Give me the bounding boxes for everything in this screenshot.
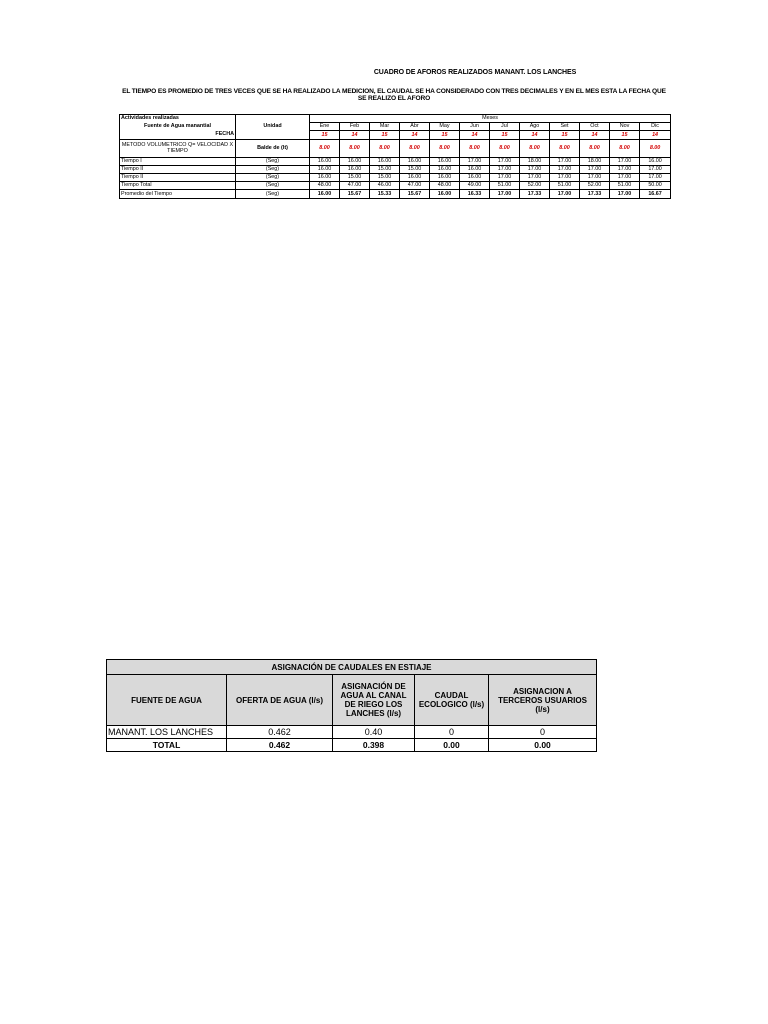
aforo-data-rows: [120, 157, 671, 198]
time-cell: 17.00: [640, 165, 671, 173]
time-cell: 46.00: [370, 182, 400, 190]
document-note: EL TIEMPO ES PROMEDIO DE TRES VECES QUE SE HA REALIZADO LA MEDICION, EL CAUDAL SE HA CONSIDERADO CON TRES DECIMALES Y EN EL MES ESTA LA FECHA QUE SE REALIZO EL AFORO: [122, 88, 666, 102]
time-cell: 16.00: [340, 157, 370, 165]
total-canal: 0.398: [333, 739, 415, 752]
time-cell: 17.00: [580, 173, 610, 181]
row-canal: 0.40: [333, 726, 415, 739]
month-header: Mar: [370, 123, 400, 131]
time-cell: 18.00: [580, 157, 610, 165]
time-cell: 16.33: [460, 190, 490, 198]
time-cell: 17.00: [610, 190, 640, 198]
row-terceros: 0: [489, 726, 597, 739]
time-cell: 16.00: [430, 165, 460, 173]
date-cell: 15: [370, 131, 400, 139]
metodo-label: METODO VOLUMETRICO Q= VELOCIDAD X TIEMPO: [120, 139, 236, 157]
time-cell: 17.00: [520, 165, 550, 173]
time-cell: 16.00: [640, 157, 671, 165]
time-cell: 16.00: [460, 165, 490, 173]
time-cell: 47.00: [400, 182, 430, 190]
time-cell: 51.00: [490, 182, 520, 190]
month-header: Ene: [310, 123, 340, 131]
time-cell: 18.00: [520, 157, 550, 165]
document-title: CUADRO DE AFOROS REALIZADOS MANANT. LOS LANCHES: [373, 69, 577, 76]
asignacion-title: ASIGNACIÓN DE CAUDALES EN ESTIAJE: [107, 660, 597, 675]
row-label: Tiempo Total: [120, 182, 236, 190]
volume-cell: 8.00: [340, 139, 370, 157]
row-unit: (Seg): [236, 165, 310, 173]
header-actividades: Actividades realizadas: [120, 115, 236, 123]
total-terceros: 0.00: [489, 739, 597, 752]
time-cell: 17.00: [490, 157, 520, 165]
month-header: Dic: [640, 123, 671, 131]
time-cell: 16.00: [460, 173, 490, 181]
row-ecologico: 0: [415, 726, 489, 739]
header-unidad: Unidad: [236, 115, 310, 140]
time-cell: 17.00: [490, 165, 520, 173]
time-cell: 17.00: [640, 173, 671, 181]
time-cell: 17.00: [550, 190, 580, 198]
time-cell: 17.00: [580, 165, 610, 173]
time-cell: 17.00: [550, 165, 580, 173]
time-cell: 15.00: [340, 173, 370, 181]
date-cell: 14: [460, 131, 490, 139]
table-row: [120, 157, 671, 165]
time-cell: 16.00: [310, 190, 340, 198]
total-ecologico: 0.00: [415, 739, 489, 752]
table-row: [120, 165, 671, 173]
time-cell: 47.00: [340, 182, 370, 190]
volume-cell: 8.00: [490, 139, 520, 157]
row-label: Tiempo I: [120, 157, 236, 165]
row-unit: (Seg): [236, 182, 310, 190]
time-cell: 17.00: [490, 173, 520, 181]
time-cell: 16.67: [640, 190, 671, 198]
time-cell: 50.00: [640, 182, 671, 190]
time-cell: 17.33: [580, 190, 610, 198]
volume-cell: 8.00: [640, 139, 671, 157]
time-cell: 16.00: [430, 157, 460, 165]
time-cell: 15.67: [400, 190, 430, 198]
time-cell: 16.00: [370, 157, 400, 165]
time-cell: 48.00: [430, 182, 460, 190]
time-cell: 16.00: [400, 173, 430, 181]
time-cell: 48.00: [310, 182, 340, 190]
volume-cell: 8.00: [400, 139, 430, 157]
time-cell: 15.00: [370, 165, 400, 173]
asignacion-table: [106, 659, 597, 752]
header-fuente: Fuente de Agua manantial: [120, 123, 236, 131]
time-cell: 51.00: [610, 182, 640, 190]
month-header: Nov: [610, 123, 640, 131]
time-cell: 15.00: [400, 165, 430, 173]
row-oferta: 0.462: [227, 726, 333, 739]
date-cell: 14: [520, 131, 550, 139]
month-header: Ago: [520, 123, 550, 131]
month-header: Abr: [400, 123, 430, 131]
total-oferta: 0.462: [227, 739, 333, 752]
time-cell: 17.00: [490, 190, 520, 198]
month-header: Set: [550, 123, 580, 131]
row-label: Tiempo II: [120, 173, 236, 181]
volume-cell: 8.00: [520, 139, 550, 157]
volume-cell: 8.00: [550, 139, 580, 157]
time-cell: 17.00: [610, 157, 640, 165]
time-cell: 16.00: [400, 157, 430, 165]
header-meses: Meses: [310, 115, 671, 123]
time-cell: 52.00: [520, 182, 550, 190]
month-header: Jul: [490, 123, 520, 131]
time-cell: 17.00: [460, 157, 490, 165]
time-cell: 49.00: [460, 182, 490, 190]
row-fuente: MANANT. LOS LANCHES: [107, 726, 227, 739]
time-cell: 16.00: [310, 157, 340, 165]
col-header-oferta: OFERTA DE AGUA (l/s): [227, 675, 333, 726]
month-header: Oct: [580, 123, 610, 131]
month-header: May: [430, 123, 460, 131]
col-header-fuente: FUENTE DE AGUA: [107, 675, 227, 726]
time-cell: 51.00: [550, 182, 580, 190]
date-cell: 15: [430, 131, 460, 139]
time-cell: 17.00: [610, 165, 640, 173]
volume-cell: 8.00: [610, 139, 640, 157]
month-header: Jun: [460, 123, 490, 131]
time-cell: 17.00: [550, 157, 580, 165]
volume-cell: 8.00: [430, 139, 460, 157]
time-cell: 52.00: [580, 182, 610, 190]
table-row: [120, 173, 671, 181]
date-cell: 14: [340, 131, 370, 139]
time-cell: 17.00: [610, 173, 640, 181]
date-cell: 14: [580, 131, 610, 139]
table-row: [120, 182, 671, 190]
row-unit: (Seg): [236, 173, 310, 181]
month-header: Feb: [340, 123, 370, 131]
col-header-terceros: ASIGNACION A TERCEROS USUARIOS (l/s): [489, 675, 597, 726]
total-label: TOTAL: [107, 739, 227, 752]
row-unit: (Seg): [236, 190, 310, 198]
volume-cell: 8.00: [310, 139, 340, 157]
time-cell: 15.33: [370, 190, 400, 198]
time-cell: 16.00: [340, 165, 370, 173]
volume-cell: 8.00: [580, 139, 610, 157]
time-cell: 17.33: [520, 190, 550, 198]
row-label: Tiempo II: [120, 165, 236, 173]
time-cell: 15.67: [340, 190, 370, 198]
header-fecha: FECHA: [120, 131, 236, 139]
time-cell: 17.00: [520, 173, 550, 181]
time-cell: 16.00: [430, 173, 460, 181]
time-cell: 15.00: [370, 173, 400, 181]
date-cell: 15: [310, 131, 340, 139]
time-cell: 16.00: [310, 165, 340, 173]
time-cell: 17.00: [550, 173, 580, 181]
date-cell: 14: [400, 131, 430, 139]
col-header-ecologico: CAUDAL ECOLOGICO (l/s): [415, 675, 489, 726]
aforo-table: [119, 114, 671, 199]
volume-cell: 8.00: [370, 139, 400, 157]
row-label: Promedio del Tiempo: [120, 190, 236, 198]
time-cell: 16.00: [430, 190, 460, 198]
col-header-canal: ASIGNACIÓN DE AGUA AL CANAL DE RIEGO LOS LANCHES (l/s): [333, 675, 415, 726]
date-cell: 14: [640, 131, 671, 139]
row-unit: (Seg): [236, 157, 310, 165]
date-cell: 15: [490, 131, 520, 139]
time-cell: 16.00: [310, 173, 340, 181]
metodo-unit: Balde de (lt): [236, 139, 310, 157]
volume-cell: 8.00: [460, 139, 490, 157]
date-cell: 15: [610, 131, 640, 139]
table-row: [120, 190, 671, 198]
date-cell: 15: [550, 131, 580, 139]
